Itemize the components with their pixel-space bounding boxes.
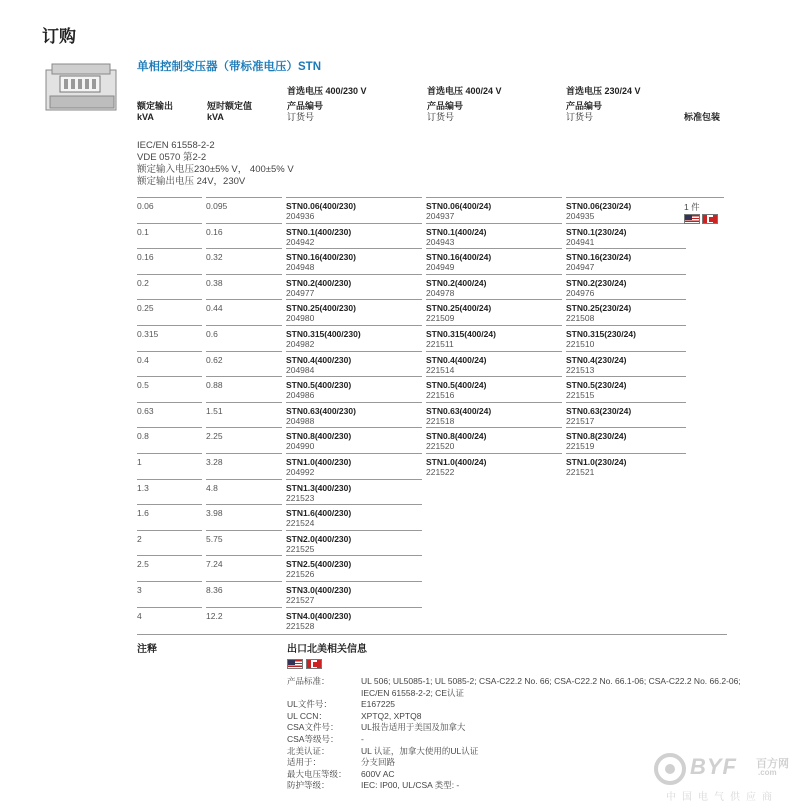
short-time-cell	[206, 248, 282, 274]
col-a-cell	[286, 223, 422, 249]
order-number: 221525	[286, 543, 315, 554]
product-number: STN3.0(400/230)	[286, 584, 352, 595]
rated-output-cell	[137, 274, 202, 300]
export-info-value: 分支回路	[361, 757, 396, 768]
table-row	[137, 607, 657, 633]
product-number: STN0.16(400/24)	[426, 252, 492, 263]
product-number: STN0.06(400/230)	[286, 201, 356, 211]
canada-flag-icon	[306, 659, 322, 669]
table-row	[137, 530, 657, 556]
product-number: STN1.0(400/230)	[286, 456, 352, 467]
short-time-value: 0.16	[206, 226, 223, 237]
product-number: STN0.06(230/24)	[566, 201, 632, 211]
rated-output-cell	[137, 479, 202, 505]
export-info-row	[287, 734, 741, 746]
order-number: 221508	[566, 313, 595, 324]
col-a-cell	[286, 427, 422, 453]
col-c-cell	[566, 402, 686, 428]
product-number: STN1.0(400/24)	[426, 456, 487, 467]
short-time-value: 0.38	[206, 277, 223, 288]
order-number: 204941	[566, 236, 595, 247]
spec-line: 额定输入电压230±5% V， 400±5% V	[137, 164, 294, 175]
order-number: 204948	[286, 262, 315, 273]
col-c-cell	[566, 453, 686, 479]
product-number: STN0.4(400/230)	[286, 354, 352, 365]
product-number: STN0.16(400/230)	[286, 252, 356, 263]
order-number: 221509	[426, 313, 455, 324]
header-rated-output: 额定输出 kVA	[137, 101, 174, 122]
export-info-value: XPTQ2, XPTQ8	[361, 710, 422, 721]
table-row	[137, 274, 657, 300]
col-a-cell	[286, 530, 422, 556]
short-time-value: 0.6	[206, 328, 218, 339]
product-number: STN4.0(400/230)	[286, 610, 352, 621]
rated-output-value: 0.315	[137, 328, 159, 339]
export-info-label: CSA等级号：	[287, 733, 339, 744]
product-number: STN0.2(230/24)	[566, 277, 627, 288]
product-number: STN0.06(400/24)	[426, 201, 492, 211]
order-number: 221523	[286, 492, 315, 503]
short-time-cell	[206, 530, 282, 556]
short-time-value: 8.36	[206, 584, 223, 595]
rated-output-value: 0.1	[137, 226, 149, 237]
export-info-value: UL报告适用于美国及加拿大	[361, 722, 466, 733]
order-number: 204947	[566, 262, 595, 273]
col-c-cell	[566, 223, 686, 249]
header-standard-pack: 标准包装	[684, 112, 721, 122]
col-a-cell	[286, 504, 422, 530]
order-number: 221527	[286, 594, 315, 605]
spec-line: 额定输出电压 24V，230V	[137, 176, 246, 187]
product-number: STN0.63(230/24)	[566, 405, 632, 416]
order-number: 221522	[426, 466, 455, 477]
short-time-value: 3.98	[206, 508, 223, 519]
order-number: 204977	[286, 287, 315, 298]
rated-output-value: 0.8	[137, 431, 149, 442]
short-time-cell	[206, 197, 282, 223]
col-b-cell	[426, 402, 562, 428]
us-flag-icon	[287, 659, 303, 669]
col-b-cell	[426, 274, 562, 300]
product-number: STN0.8(400/230)	[286, 431, 352, 442]
export-info-label: CSA文件号：	[287, 722, 339, 733]
order-number: 221513	[566, 364, 595, 375]
short-time-value: 4.8	[206, 482, 218, 493]
rated-output-cell	[137, 530, 202, 556]
short-time-cell	[206, 274, 282, 300]
table-row	[137, 197, 657, 223]
standard-pack-qty: 1 件	[684, 202, 700, 212]
order-number: 204936	[286, 211, 315, 221]
product-number: STN0.25(400/230)	[286, 303, 356, 314]
watermark-sub: 中国电气供应商	[666, 792, 778, 803]
table-row	[137, 427, 657, 453]
header-col-c: 首选电压 230/24 V 产品编号 订货号	[566, 86, 641, 122]
export-info-row	[287, 711, 741, 723]
short-time-cell	[206, 427, 282, 453]
page-title: 订购	[42, 27, 76, 46]
col-b-cell	[426, 325, 562, 351]
table-row	[137, 376, 657, 402]
rated-output-cell	[137, 555, 202, 581]
rated-output-cell	[137, 248, 202, 274]
export-info-label: 适用于：	[287, 757, 322, 768]
short-time-value: 0.095	[206, 201, 228, 211]
export-info-row	[287, 699, 741, 711]
short-time-value: 1.51	[206, 405, 223, 416]
product-number: STN1.0(230/24)	[566, 456, 627, 467]
short-time-cell	[206, 402, 282, 428]
col-c-cell	[566, 351, 686, 377]
rated-output-cell	[137, 607, 202, 633]
order-number: 221524	[286, 518, 315, 529]
rated-output-value: 3	[137, 584, 142, 595]
col-b-cell	[426, 453, 562, 479]
rated-output-value: 0.25	[137, 303, 154, 314]
spec-line: IEC/EN 61558-2-2	[137, 140, 215, 151]
rated-output-cell	[137, 453, 202, 479]
export-info-label: 最大电压等级：	[287, 768, 347, 779]
order-table	[137, 197, 657, 632]
short-time-value: 7.24	[206, 559, 223, 570]
product-number: STN0.315(400/230)	[286, 328, 361, 339]
short-time-value: 5.75	[206, 533, 223, 544]
export-info-label: UL CCN：	[287, 710, 327, 721]
watermark-cn: 百方网	[756, 758, 789, 770]
order-number: 204986	[286, 390, 315, 401]
product-number: STN0.63(400/24)	[426, 405, 492, 416]
col-a-cell	[286, 453, 422, 479]
short-time-value: 12.2	[206, 610, 223, 621]
short-time-value: 0.44	[206, 303, 223, 314]
table-row	[137, 504, 657, 530]
order-number: 221526	[286, 569, 315, 580]
short-time-value: 2.25	[206, 431, 223, 442]
order-number: 204980	[286, 313, 315, 324]
export-info-label: 产品标准：	[287, 676, 330, 686]
table-row	[137, 351, 657, 377]
product-number: STN0.1(400/24)	[426, 226, 487, 237]
order-number: 204949	[426, 262, 455, 273]
short-time-cell	[206, 299, 282, 325]
rated-output-cell	[137, 299, 202, 325]
rated-output-cell	[137, 376, 202, 402]
product-number: STN1.6(400/230)	[286, 508, 352, 519]
notes-label: 注释	[137, 644, 157, 655]
export-info-value: 600V AC	[361, 768, 395, 779]
table-row	[137, 581, 657, 607]
watermark-com: .com	[758, 768, 777, 777]
order-number: 204976	[566, 287, 595, 298]
order-number: 221518	[426, 415, 455, 426]
short-time-cell	[206, 351, 282, 377]
short-time-value: 0.62	[206, 354, 223, 365]
rated-output-value: 1.3	[137, 482, 149, 493]
export-info-value: -	[361, 733, 364, 744]
product-number: STN0.8(400/24)	[426, 431, 487, 442]
product-number: STN2.0(400/230)	[286, 533, 352, 544]
product-number: STN1.3(400/230)	[286, 482, 352, 493]
col-c-cell	[566, 299, 686, 325]
canada-flag-icon	[702, 214, 718, 224]
product-number: STN0.63(400/230)	[286, 405, 356, 416]
rated-output-cell	[137, 325, 202, 351]
product-number: STN0.8(230/24)	[566, 431, 627, 442]
product-number: STN0.315(230/24)	[566, 328, 636, 339]
product-number: STN0.25(230/24)	[566, 303, 632, 314]
section-divider	[137, 634, 727, 635]
col-a-cell	[286, 479, 422, 505]
order-number: 204982	[286, 338, 315, 349]
product-number: STN0.315(400/24)	[426, 328, 496, 339]
product-number: STN0.25(400/24)	[426, 303, 492, 314]
watermark-brand: BYF	[690, 754, 737, 779]
order-number: 204942	[286, 236, 315, 247]
rated-output-value: 1.6	[137, 508, 149, 519]
short-time-cell	[206, 223, 282, 249]
order-number: 204990	[286, 441, 315, 452]
short-time-value: 0.88	[206, 380, 223, 391]
order-number: 221510	[566, 338, 595, 349]
order-number: 204984	[286, 364, 315, 375]
col-b-cell	[426, 376, 562, 402]
product-number: STN0.2(400/24)	[426, 277, 487, 288]
rated-output-cell	[137, 223, 202, 249]
col-c-cell	[566, 376, 686, 402]
col-b-cell	[426, 223, 562, 249]
rated-output-value: 0.16	[137, 252, 154, 263]
export-info-value: UL 506; UL5085-1; UL 5085-2; CSA-C22.2 No. 66; CSA-C22.2 No. 66.1-06; CSA-C22.2 No. 66.2-06; IEC/EN 61558-2-2; CE认证	[361, 676, 741, 698]
order-number: 221514	[426, 364, 455, 375]
order-number: 221520	[426, 441, 455, 452]
table-row	[137, 223, 657, 249]
col-c-cell	[566, 197, 686, 223]
standard-pack	[684, 197, 724, 224]
short-time-cell	[206, 479, 282, 505]
order-number: 204992	[286, 466, 315, 477]
col-a-cell	[286, 274, 422, 300]
col-a-cell	[286, 325, 422, 351]
table-row	[137, 479, 657, 505]
table-row	[137, 248, 657, 274]
order-number: 221519	[566, 441, 595, 452]
col-c-cell	[566, 427, 686, 453]
col-a-cell	[286, 376, 422, 402]
table-row	[137, 299, 657, 325]
rated-output-value: 0.2	[137, 277, 149, 288]
rated-output-value: 0.4	[137, 354, 149, 365]
rated-output-value: 2.5	[137, 559, 149, 570]
short-time-value: 0.32	[206, 252, 223, 263]
short-time-cell	[206, 453, 282, 479]
col-b-cell	[426, 299, 562, 325]
col-a-cell	[286, 581, 422, 607]
order-number: 221511	[426, 338, 454, 349]
table-row	[137, 555, 657, 581]
order-number: 221521	[566, 466, 595, 477]
rated-output-cell	[137, 504, 202, 530]
product-number: STN0.5(230/24)	[566, 380, 627, 391]
rated-output-value: 2	[137, 533, 142, 544]
col-b-cell	[426, 248, 562, 274]
col-c-cell	[566, 325, 686, 351]
order-number: 221528	[286, 620, 315, 631]
rated-output-cell	[137, 427, 202, 453]
col-a-cell	[286, 248, 422, 274]
short-time-cell	[206, 504, 282, 530]
watermark	[648, 752, 798, 808]
product-number: STN0.5(400/24)	[426, 380, 487, 391]
order-number: 204988	[286, 415, 315, 426]
rated-output-cell	[137, 351, 202, 377]
transformer-image	[42, 60, 122, 116]
export-info-row	[287, 722, 741, 734]
rated-output-value: 0.06	[137, 201, 154, 211]
col-c-cell	[566, 248, 686, 274]
export-info-title: 出口北美相关信息	[287, 644, 367, 655]
col-a-cell	[286, 299, 422, 325]
short-time-cell	[206, 376, 282, 402]
col-c-cell	[566, 274, 686, 300]
order-number: 204978	[426, 287, 455, 298]
product-number: STN0.1(230/24)	[566, 226, 627, 237]
col-b-cell	[426, 197, 562, 223]
rated-output-value: 4	[137, 610, 142, 621]
product-number: STN2.5(400/230)	[286, 559, 352, 570]
product-title: 单相控制变压器（带标准电压）STN	[137, 61, 321, 73]
order-number: 221515	[566, 390, 595, 401]
table-row	[137, 402, 657, 428]
rated-output-value: 0.63	[137, 405, 154, 416]
product-number: STN0.4(400/24)	[426, 354, 487, 365]
us-flag-icon	[684, 214, 700, 224]
rated-output-cell	[137, 581, 202, 607]
short-time-cell	[206, 555, 282, 581]
header-col-b: 首选电压 400/24 V 产品编号 订货号	[427, 86, 502, 122]
export-info-value: E167225	[361, 699, 396, 710]
col-a-cell	[286, 555, 422, 581]
export-info-row	[287, 676, 741, 699]
spec-line: VDE 0570 第2-2	[137, 152, 207, 163]
order-number: 221516	[426, 390, 455, 401]
order-number: 204937	[426, 211, 455, 221]
product-number: STN0.16(230/24)	[566, 252, 632, 263]
export-info-value: IEC: IP00, UL/CSA 类型: -	[361, 780, 460, 791]
product-number: STN0.2(400/230)	[286, 277, 352, 288]
product-number: STN0.5(400/230)	[286, 380, 352, 391]
rated-output-cell	[137, 197, 202, 223]
spec-list	[137, 140, 294, 188]
export-info-label: UL文件号：	[287, 699, 332, 710]
header-short-time-rating: 短时额定值 kVA	[207, 101, 253, 122]
col-b-cell	[426, 351, 562, 377]
col-a-cell	[286, 402, 422, 428]
short-time-cell	[206, 581, 282, 607]
col-a-cell	[286, 197, 422, 223]
order-number: 221517	[566, 415, 595, 426]
byf-logo-icon	[652, 752, 688, 786]
rated-output-value: 0.5	[137, 380, 149, 391]
table-row	[137, 453, 657, 479]
export-info-label: 防护等级：	[287, 780, 330, 791]
col-a-cell	[286, 607, 422, 633]
rated-output-value: 1	[137, 456, 142, 467]
export-info-value: UL 认证，加拿大使用的UL认证	[361, 745, 479, 756]
col-a-cell	[286, 351, 422, 377]
table-row	[137, 325, 657, 351]
short-time-cell	[206, 607, 282, 633]
short-time-value: 3.28	[206, 456, 223, 467]
export-info-label: 北美认证：	[287, 745, 330, 756]
product-number: STN0.1(400/230)	[286, 226, 352, 237]
col-b-cell	[426, 427, 562, 453]
short-time-cell	[206, 325, 282, 351]
order-number: 204943	[426, 236, 455, 247]
product-number: STN0.4(230/24)	[566, 354, 627, 365]
rated-output-cell	[137, 402, 202, 428]
header-col-a: 首选电压 400/230 V 产品编号 订货号	[287, 86, 367, 122]
order-number: 204935	[566, 211, 595, 221]
